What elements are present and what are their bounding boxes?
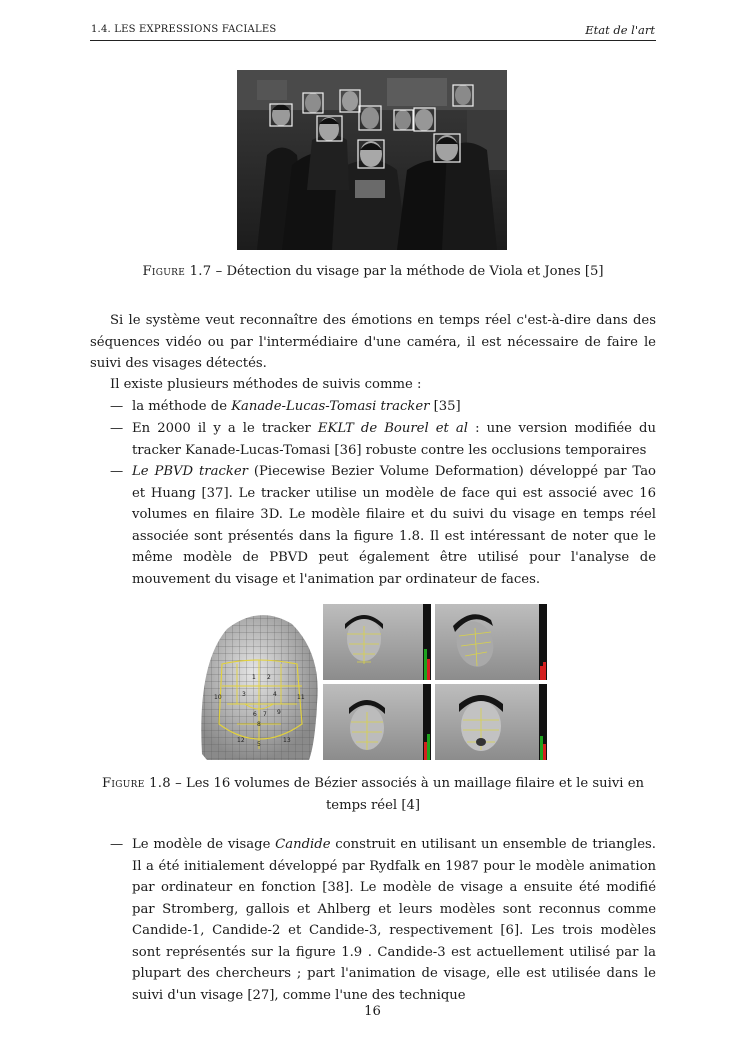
- running-header-section: 1.4. LES EXPRESSIONS FACIALES: [91, 24, 277, 35]
- list-item-klt: [110, 396, 656, 418]
- volume-number: 10: [214, 694, 222, 701]
- volume-number: 7: [263, 711, 267, 718]
- list-item-text: Le modèle de visage: [132, 837, 276, 852]
- list-item-text-rest: (Piecewise Bezier Volume Deformation) développé par Tao et Huang [37]. Le tracker utilise un modèle de face qui est associé avec 16 volumes en filaire 3D. Le modèle filaire et du suivi du visage en temps réel associée sont présentés dans la figure 1.8. Il est intéressant de noter que le même modèle de PBVD peut également être utilisé pour l'analyse de mouvement du visage et l'animation par ordinateur de faces.: [132, 464, 656, 587]
- tracking-frame-4: [435, 684, 547, 760]
- page-number: 16: [364, 1004, 381, 1019]
- list-item-text: la méthode de: [132, 399, 232, 414]
- list-dash: —: [110, 421, 124, 436]
- figure-label: Figure 1.8: [101, 776, 171, 791]
- volume-number: 3: [242, 691, 246, 698]
- running-header-chapter: Etat de l'art: [585, 23, 655, 37]
- figure-1-8-caption: [90, 773, 656, 816]
- paragraph-tracking-intro: Si le système veut reconnaître des émotions en temps réel c'est-à-dire dans des séquences vidéo ou par l'intermédiaire d'une caméra, il est nécessaire de faire le suivi des visages détectés.: [90, 313, 656, 371]
- volume-number: 11: [297, 694, 305, 701]
- list-item-text: En 2000 il y a le tracker: [132, 421, 318, 436]
- list-item-text-rest: : une version modifiée du tracker Kanade-Lucas-Tomasi [36] robuste contre les occlusions temporaires: [132, 421, 656, 458]
- figure-caption-text: – Les 16 volumes de Bézier associés à un maillage filaire et le suivi en temps réel [4]: [170, 776, 645, 813]
- tracking-frame-3: [323, 684, 431, 760]
- figure-viola-jones-photo: [237, 70, 507, 250]
- volume-number: 2: [267, 674, 271, 681]
- volume-number: 5: [257, 741, 261, 748]
- list-item-text-rest: construit en utilisant un ensemble de triangles. Il a été initialement développé par Rydfalk en 1987 pour le modèle animation par ordinateur en fonction [38]. Le modèle de visage a ensuite été modifié par Stromberg, gallois et Ahlberg et leurs modèles sont reconnus comme Candide-1, Candide-2 et Candide-3, respectivement [6]. Les trois modèles sont représentés sur la figure 1.9 . Candide-3 est actuellement utilisé par la plupart des chercheurs ; part l'animation de visage, elle est utilisée dans le suivi d'un visage [27], comme l'une des technique: [132, 837, 656, 1003]
- list-item-emphasis: Le PBVD tracker: [132, 464, 248, 479]
- volume-number: 1: [252, 674, 256, 681]
- volume-number: 4: [273, 691, 277, 698]
- list-item-emphasis: Candide: [275, 837, 331, 852]
- paragraph-tracking-methods: Il existe plusieurs méthodes de suivis comme :: [110, 377, 422, 392]
- tracking-frame-1: [323, 604, 431, 680]
- volume-number: 9: [277, 709, 281, 716]
- figure-caption-text: – Détection du visage par la méthode de Viola et Jones [5]: [211, 264, 604, 279]
- figure-pbvd-tracking: [197, 604, 547, 760]
- list-item-eklt: [110, 418, 656, 461]
- list-dash: —: [110, 837, 124, 852]
- pbvd-illustration: [197, 604, 547, 760]
- volume-number: 8: [257, 721, 261, 728]
- list-item-emphasis: EKLT de Bourel et al: [317, 421, 468, 436]
- list-item-candide: [110, 834, 656, 1006]
- list-item-emphasis: Kanade-Lucas-Tomasi tracker: [231, 399, 430, 414]
- figure-1-7-caption: [90, 264, 656, 279]
- list-dash: —: [110, 399, 124, 414]
- volume-number: 12: [237, 737, 245, 744]
- list-item-pbvd: [110, 461, 656, 590]
- figure-label: Figure 1.7: [142, 264, 212, 279]
- list-item-citation: [35]: [429, 399, 461, 414]
- list-dash: —: [110, 464, 124, 479]
- volume-number: 13: [283, 737, 291, 744]
- group-photo-illustration: [237, 70, 507, 250]
- tracking-frame-2: [435, 604, 547, 680]
- header-rule: [90, 40, 656, 41]
- volume-number: 6: [253, 711, 257, 718]
- wireframe-head: [201, 615, 317, 760]
